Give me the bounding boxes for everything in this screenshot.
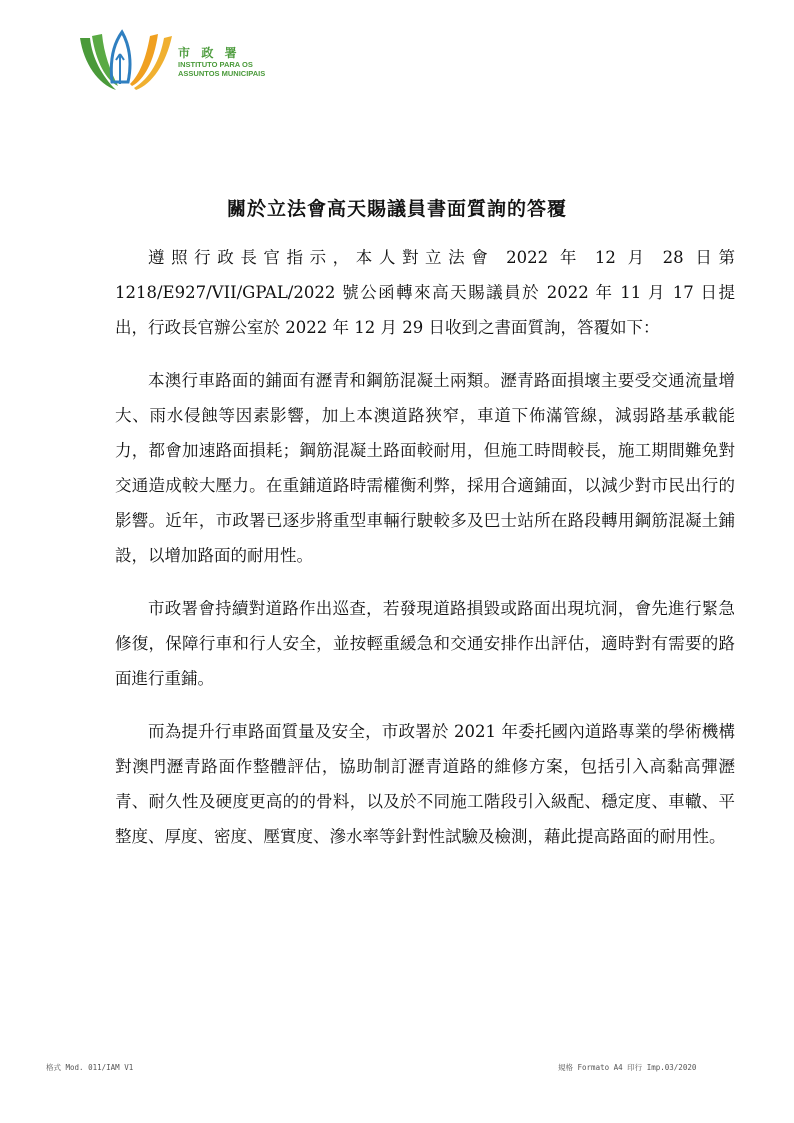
paragraph-intro: 遵照行政長官指示，本人對立法會 2022 年 12 月 28 日第 1218/E927/VII/GPAL/2022 號公函轉來高天賜議員於 2022 年 11 月 17 日提出，行政長官辦公室於 2022 年 12 月 29 日收到之書面質詢，答覆如下： — [115, 248, 735, 337]
logo-chinese-name: 市 政 署 — [178, 46, 241, 60]
iam-emblem-icon — [76, 24, 176, 96]
logo-portuguese-line-1: INSTITUTO PARA OS — [178, 60, 253, 69]
logo-portuguese-line-2: ASSUNTOS MUNICIPAIS — [178, 69, 266, 78]
paragraph-inspection: 市政署會持續對道路作出巡查，若發現道路損毀或路面出現坑洞，會先進行緊急修復，保障行車和行人安全，並按輕重緩急和交通安排作出評估，適時對有需要的路面進行重鋪。 — [115, 599, 735, 688]
paragraph-pavement-types: 本澳行車路面的鋪面有瀝青和鋼筋混凝土兩類。瀝青路面損壞主要受交通流量增大、雨水侵蝕等因素影響，加上本澳道路狹窄，車道下佈滿管線，減弱路基承載能力，都會加速路面損耗；鋼筋混凝土路面較耐用，但施工時間較長，施工期間難免對交通造成較大壓力。在重鋪道路時需權衡利弊，採用合適鋪面，以減少對市民出行的影響。近年，市政署已逐步將重型車輛行駛較多及巴士站所在路段轉用鋼筋混凝土鋪設，以增加路面的耐用性。 — [115, 371, 735, 565]
document-body — [115, 240, 735, 872]
footer-format-info: 規格 Formato A4 印行 Imp.03/2020 — [558, 1063, 697, 1072]
iam-logo — [76, 24, 276, 96]
document-title: 關於立法會高天賜議員書面質詢的答覆 — [226, 198, 567, 220]
paragraph-quality-improvement: 而為提升行車路面質量及安全，市政署於 2021 年委托國內道路專業的學術機構對澳門瀝青路面作整體評估，協助制訂瀝青道路的維修方案，包括引入高黏高彈瀝青、耐久性及硬度更高的的骨料，以及於不同施工階段引入級配、穩定度、車轍、平整度、厚度、密度、壓實度、滲水率等針對性試驗及檢測，藉此提高路面的耐用性。 — [115, 722, 735, 846]
footer-form-code: 格式 Mod. 011/IAM V1 — [46, 1063, 134, 1072]
